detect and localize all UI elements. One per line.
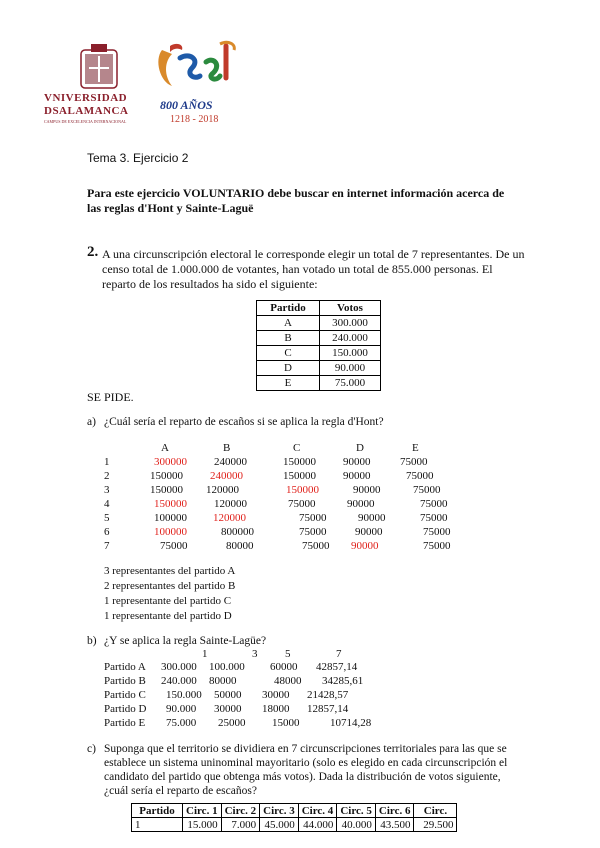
question-c-label: c): [87, 743, 96, 755]
dhont-cell: 80000: [226, 540, 254, 552]
dhont-cell: 75000: [413, 484, 441, 496]
table-row: [132, 818, 457, 832]
result-a-line-3: 1 representante del partido C: [104, 595, 232, 607]
dhont-row-number: 2: [104, 470, 110, 482]
dhont-header-e: E: [412, 442, 419, 454]
dhont-cell: 800000: [221, 526, 254, 538]
dhont-cell-highlight: 100000: [154, 526, 187, 538]
votes-header-votes: Votos: [320, 301, 381, 316]
dhont-header-b: B: [223, 442, 231, 454]
circ-header: Circ. 5: [337, 804, 376, 818]
sl-cell: 240.000: [161, 675, 197, 687]
dhont-cell: 75000: [302, 540, 330, 552]
problem-line-1: A una circunscripción electoral le corresponde elegir un total de 7 representantes. De un: [102, 247, 525, 261]
circ-header: Circ. 3: [260, 804, 299, 818]
problem-line-3: reparto de los resultados ha sido el siguiente:: [102, 277, 318, 291]
result-a-line-2: 2 representantes del partido B: [104, 580, 236, 592]
sl-cell: 60000: [270, 661, 298, 673]
anniversary-years: 1218 - 2018: [170, 114, 219, 125]
dhont-header-a: A: [161, 442, 169, 454]
sl-cell: 42857,14: [316, 661, 358, 673]
dhont-row-number: 1: [104, 456, 110, 468]
table-row: [257, 361, 381, 376]
dhont-row-number: 6: [104, 526, 110, 538]
result-a-line-1: 3 representantes del partido A: [104, 565, 236, 577]
dhont-cell: 75000: [423, 526, 451, 538]
table-row: [257, 346, 381, 361]
party-cell: A: [257, 316, 320, 331]
party-cell: D: [257, 361, 320, 376]
dhont-row-number: 3: [104, 484, 110, 496]
dhont-cell: 75000: [400, 456, 428, 468]
problem-number: 2.: [87, 244, 99, 260]
circ-table-header: [132, 804, 457, 818]
se-pide: SE PIDE.: [87, 390, 134, 404]
dhont-cell: 75000: [299, 512, 327, 524]
dhont-cell: 75000: [406, 470, 434, 482]
dhont-cell: 120000: [206, 484, 239, 496]
dhont-cell: 120000: [214, 498, 247, 510]
question-a-label: a): [87, 416, 96, 428]
university-name-line1: VNIVERSIDAD: [44, 92, 128, 104]
dhont-cell: 100000: [154, 512, 187, 524]
sl-cell: 48000: [274, 675, 302, 687]
dhont-cell: 90000: [343, 456, 371, 468]
circ-header: Partido: [132, 804, 183, 818]
sl-cell: 90.000: [166, 703, 197, 715]
sl-cell: 300.000: [161, 661, 197, 673]
dhont-cell: 75000: [420, 498, 448, 510]
sl-cell: 34285,61: [322, 675, 364, 687]
circ-cell: 45.000: [260, 818, 299, 832]
dhont-cell-highlight: 150000: [154, 498, 187, 510]
circ-table: [131, 803, 457, 832]
dhont-cell: 150000: [283, 470, 316, 482]
dhont-cell: 90000: [355, 526, 383, 538]
circ-header: Circ. 4: [298, 804, 337, 818]
question-c-line-3: candidato del partido que obtenga más votos). Dada la distribución de votos siguiente,: [104, 771, 501, 783]
dhont-cell: 150000: [283, 456, 316, 468]
party-cell: E: [257, 376, 320, 391]
dhont-header-d: D: [356, 442, 364, 454]
dhont-header-c: C: [293, 442, 301, 454]
sl-cell: 15000: [272, 717, 300, 729]
university-logo: [36, 42, 166, 128]
sl-cell: 80000: [209, 675, 237, 687]
dhont-cell: 75000: [423, 540, 451, 552]
sl-cell: 50000: [214, 689, 242, 701]
sl-cell: 10714,28: [330, 717, 372, 729]
circ-header: Circ. 1: [183, 804, 222, 818]
circ-cell: 44.000: [298, 818, 337, 832]
question-c-line-2: establece un sistema uninominal mayoritario (solo es elegido en cada circunscripción el: [104, 757, 508, 769]
question-c-line-1: Suponga que el territorio se dividiera en 7 circunscripciones territoriales para las que se: [104, 743, 507, 755]
result-a-line-4: 1 representante del partido D: [104, 610, 232, 622]
sl-party: Partido D: [104, 703, 147, 715]
intro-line-2: las reglas d'Hont y Sainte-Laguë: [87, 201, 254, 215]
table-row: [257, 316, 381, 331]
votes-cell: 90.000: [320, 361, 381, 376]
votes-table: [256, 300, 381, 391]
dhont-row-number: 7: [104, 540, 110, 552]
votes-cell: 150.000: [320, 346, 381, 361]
anniversary-logo: [150, 40, 240, 130]
dhont-cell-highlight: 120000: [213, 512, 246, 524]
sl-party: Partido B: [104, 675, 146, 687]
dhont-cell: 75000: [299, 526, 327, 538]
dhont-cell-highlight: 240000: [210, 470, 243, 482]
question-b-text: ¿Y se aplica la regla Sainte-Lagüe?: [104, 635, 267, 647]
dhont-cell: 90000: [358, 512, 386, 524]
sl-cell: 18000: [262, 703, 290, 715]
sl-party: Partido E: [104, 717, 146, 729]
question-c-line-4: ¿cuál sería el reparto de escaños?: [104, 785, 257, 797]
dhont-cell: 150000: [150, 470, 183, 482]
anniversary-text: 800 AÑOS: [160, 98, 213, 112]
sl-cell: 150.000: [166, 689, 202, 701]
dhont-cell-highlight: 300000: [154, 456, 187, 468]
circ-cell: 1: [132, 818, 183, 832]
sl-cell: 12857,14: [307, 703, 349, 715]
intro-line-1: Para este ejercicio VOLUNTARIO debe buscar en internet información acerca de: [87, 186, 505, 200]
dhont-cell: 75000: [160, 540, 188, 552]
dhont-cell: 90000: [353, 484, 381, 496]
question-b-label: b): [87, 635, 97, 647]
sl-header: 7: [336, 648, 342, 660]
votes-table-header: [257, 301, 381, 316]
dhont-cell: 75000: [288, 498, 316, 510]
sl-cell: 30000: [214, 703, 242, 715]
university-name-line2: DSALAMANCA: [44, 105, 129, 117]
circ-cell: 29.500: [414, 818, 457, 832]
votes-cell: 300.000: [320, 316, 381, 331]
sl-header: 1: [202, 648, 208, 660]
circ-cell: 43.500: [375, 818, 414, 832]
dhont-cell-highlight: 150000: [286, 484, 319, 496]
dhont-row-number: 5: [104, 512, 110, 524]
sl-party: Partido C: [104, 689, 146, 701]
party-cell: B: [257, 331, 320, 346]
dhont-cell: 90000: [347, 498, 375, 510]
sl-header: 3: [252, 648, 258, 660]
dhont-cell: 240000: [214, 456, 247, 468]
sl-party: Partido A: [104, 661, 146, 673]
sl-cell: 30000: [262, 689, 290, 701]
circ-cell: 7.000: [221, 818, 260, 832]
votes-cell: 240.000: [320, 331, 381, 346]
sl-cell: 75.000: [166, 717, 197, 729]
table-row: [257, 376, 381, 391]
dhont-cell-highlight: 90000: [351, 540, 379, 552]
circ-header: Circ. 6: [375, 804, 414, 818]
party-cell: C: [257, 346, 320, 361]
page-title: Tema 3. Ejercicio 2: [87, 151, 189, 165]
question-a-text: ¿Cuál sería el reparto de escaños si se aplica la regla d'Hont?: [104, 416, 384, 428]
anniversary-usal-icon: [150, 40, 240, 102]
circ-cell: 15.000: [183, 818, 222, 832]
university-tagline: CAMPUS DE EXCELENCIA INTERNACIONAL: [44, 119, 127, 124]
dhont-cell: 150000: [150, 484, 183, 496]
sl-cell: 21428,57: [307, 689, 349, 701]
problem-line-2: censo total de 1.000.000 de votantes, han votado un total de 855.000 personas. El: [102, 262, 493, 276]
sl-cell: 25000: [218, 717, 246, 729]
votes-cell: 75.000: [320, 376, 381, 391]
circ-header: Circ. 2: [221, 804, 260, 818]
dhont-row-number: 4: [104, 498, 110, 510]
sl-header: 5: [285, 648, 291, 660]
table-row: [257, 331, 381, 346]
votes-header-party: Partido: [257, 301, 320, 316]
sl-cell: 100.000: [209, 661, 245, 673]
dhont-cell: 90000: [343, 470, 371, 482]
circ-cell: 40.000: [337, 818, 376, 832]
circ-header: Circ.: [414, 804, 457, 818]
dhont-cell: 75000: [420, 512, 448, 524]
